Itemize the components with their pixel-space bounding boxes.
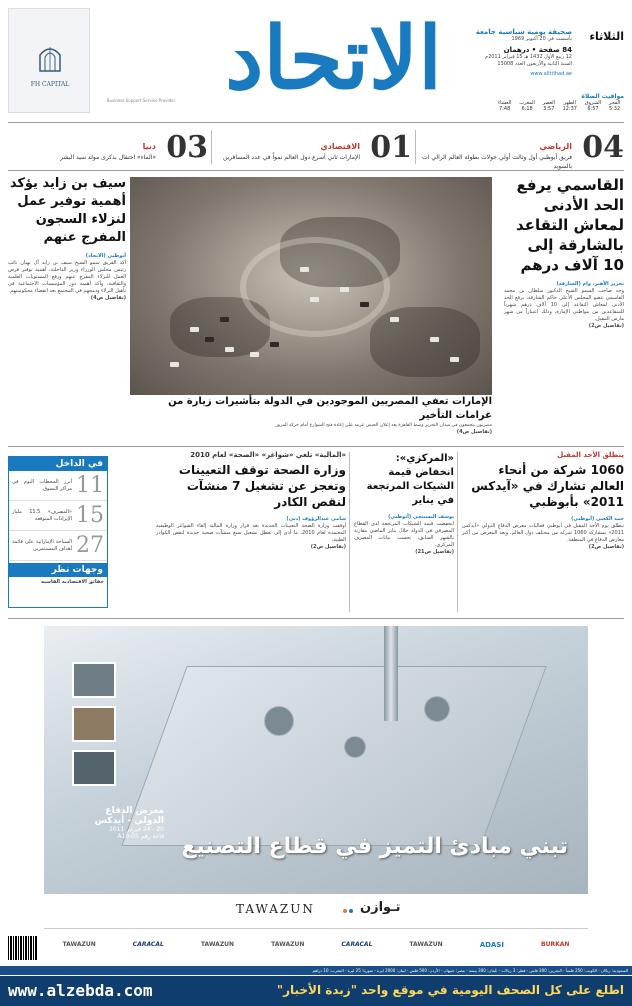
prayer-name: الفجر [608, 100, 621, 106]
inside-item[interactable] [9, 471, 107, 501]
car [360, 302, 369, 307]
ad-thumbnail [72, 662, 116, 698]
plate-hole [344, 736, 366, 758]
story-kicker: ينطلق الأحد المقبل [557, 451, 624, 459]
car [310, 297, 319, 302]
teaser-category: الاقتصادي [320, 142, 360, 151]
views-title: وجهات نظر [9, 563, 107, 577]
partner-logo: TAWAZUN [200, 941, 235, 948]
divider [8, 170, 624, 171]
prayer-time: 6:18 [521, 106, 533, 112]
car [340, 287, 349, 292]
divider [211, 130, 212, 164]
drill-spindle [384, 626, 398, 721]
banner-text: اطلع على كل الصحف اليومية في موقع واحد "زبدة الأخبار" [276, 983, 624, 997]
divider [457, 452, 458, 612]
expo-line1: معرض الدفاع [105, 806, 164, 816]
founded: تأسست في 20 أكتوبر 1969 [511, 36, 572, 42]
plate-hole [424, 696, 450, 722]
inside-page-number: 11 [76, 473, 104, 498]
teaser-number: 03 [166, 130, 208, 165]
story-body: تنطلق يوم الأحد المقبل في أبوظبي فعاليات معرض الدفاع الدولي «آيدكس 2011» بمشاركة 1060 شركة من مختلف دول العالم، ويعد المعرض من أكبر معارض الدفاع في المنطقة. [462, 523, 624, 543]
prayer-time: 5:32 [608, 106, 621, 112]
story-headline: القاسمي يرفع الحد الأدنى لمعاش التقاعد بالشارقة إلى 10 آلاف درهم [516, 176, 624, 274]
car [270, 342, 279, 347]
caption-headline[interactable]: الإمارات تعفي المصريين الموجودين في الدولة بتأشيرات زيارة من غرامات التأخير [168, 396, 492, 421]
machined-plate [121, 666, 547, 846]
divider [349, 452, 350, 612]
story-more[interactable]: (تفاصيل ص21) [415, 549, 454, 555]
views-text[interactable]: حقائق الاقتصادية القاسية [40, 579, 104, 585]
car [170, 362, 179, 367]
partner-logo: TAWAZUN [62, 941, 96, 948]
story-health[interactable] [156, 452, 346, 612]
partner-logo: BURKAN [541, 941, 570, 948]
subtitle: صحيفة يومية سياسية جامعة [475, 28, 572, 36]
prayer-time: 6:57 [587, 106, 599, 112]
teaser-item[interactable] [216, 126, 412, 168]
ad-thumbnail [72, 706, 116, 742]
caption-text: مصريون يتجمعون في ميدان التحرير وسط القاهرة بعد إعلان الجيش عزمه على إعادة فتح الشوارع أمام حركة المرور [275, 423, 492, 428]
plate-hole [264, 706, 294, 736]
prayer-name: المغرب [519, 100, 535, 106]
ad-brand-row[interactable] [44, 894, 588, 928]
teaser-number: 01 [370, 130, 412, 165]
partner-logos [44, 928, 588, 960]
inside-page-number: 27 [76, 533, 104, 558]
story-dateline: أبوظبي (الاتحاد) [85, 253, 126, 259]
story-dateline: يوسف البستنجي (أبوظبي) [388, 514, 454, 520]
story-body: أوقفت وزارة الصحة التعيينات الجديدة بعد قرار وزارة المالية إلغاء الشواغر الوظيفية المعتمدة لعام 2010، ما أدى إلى تعطل تشغيل سبع منشآت صحية جديدة لنقص الكوادر الطبية. [156, 523, 346, 543]
crowd-area [370, 307, 480, 377]
story-central-bank[interactable] [354, 452, 454, 612]
teaser-category: دنيا [142, 142, 156, 151]
car [205, 337, 214, 342]
banner-url[interactable]: www.alzebda.com [8, 981, 153, 1000]
story-headline: وزارة الصحة توقف التعيينات وتعجز عن تشغيل 7 منشآت لنقص الكادر [178, 463, 346, 509]
story-more[interactable]: (تفاصيل ص2) [588, 544, 624, 550]
teaser-text: فريق أبوظبي أول وثالث أولي جولات بطولة العالم الرالي ات بالسويد [422, 154, 572, 170]
sponsor-tagline: Business Support Service Provider [106, 98, 176, 103]
partner-logo: TAWAZUN [271, 941, 305, 948]
car [430, 337, 439, 342]
story-body: انخفضت قيمة الشيكات المرتجعة لدى القطاع المصرفي في الدولة خلال يناير الماضي مقارنة بالشهر السابق، بحسب بيانات المصرف المركزي. [354, 521, 454, 548]
price-ticker: السعودية: ريالان - الكويت: 250 فلساً - البحرين: 300 فلس - قطر: 3 ريالات - عُمان: 300 بيسة - مصر: جنيهان - الأردن: 500 فلس - لبنان: 2000 ليرة - سوريا: 25 ليرة - المغرب: 10 دراهم [0, 966, 632, 975]
car [300, 267, 309, 272]
divider [8, 618, 624, 619]
teaser-item[interactable] [419, 126, 624, 168]
story-body: وجه صاحب السمو الشيخ الدكتور سلطان بن محمد القاسمي عضو المجلس الأعلى حاكم الشارقة، برفع الحد الأدنى لمعاش التقاعد إلى 10 آلاف درهم شهرياً للمتقاعدين من مواطني الإمارة، وذلك اعتباراً من شهر مارس المقبل. [504, 288, 625, 322]
prayer-title: مواقيت الصلاة [581, 93, 624, 100]
car [225, 347, 234, 352]
divider [8, 446, 624, 447]
photo-caption [130, 395, 492, 436]
prayer-name: العشاء [497, 100, 512, 106]
teaser-item[interactable] [8, 126, 208, 168]
story-dateline: سامي عبدالرؤوف (دبي) [286, 516, 346, 522]
teaser-strip [8, 126, 624, 168]
partner-logo: TAWAZUN [409, 941, 443, 948]
ad-thumbnail [72, 750, 116, 786]
prayer-time: 12:37 [562, 106, 577, 112]
barcode [8, 936, 38, 960]
inside-item[interactable] [9, 501, 107, 531]
divider [415, 130, 416, 164]
website[interactable]: www.alittihad.ae [530, 71, 572, 77]
divider [8, 122, 624, 123]
inside-item-text: أبرز المحطات اليوم في مراكز التسوق [12, 478, 72, 492]
zebda-banner[interactable] [0, 976, 632, 1006]
partner-logo: CARACAL [341, 941, 373, 948]
partner-logo: CARACAL [132, 941, 164, 948]
inside-item-text: السياحة الإماراتية على قائمة أهداف المستثمرين [12, 538, 72, 552]
teaser-number: 04 [582, 130, 624, 165]
masthead [0, 0, 632, 120]
teaser-category: الرياضي [539, 142, 572, 151]
expo-line2: الدولي - أيدكس [94, 816, 164, 826]
ad-headline: تبني مبادئ التميز في قطاع التصنيع [181, 834, 568, 859]
masthead-logo[interactable]: الاتحاد [225, 8, 442, 109]
expo-booth: قاعة رقم 05-A10 [117, 833, 164, 840]
expo-dates: 20 - 24 فبراير 2011 [109, 826, 164, 833]
story-headline: «المركزي»: انخفاض قيمة الشيكات المرتجعة في يناير [366, 453, 454, 506]
inside-box [8, 456, 108, 608]
teaser-text: «الماء» احتفال بذكرى مولد سيد البشر [60, 154, 156, 161]
story-dateline: تحرير الأهبر، وام (الشارقة) [556, 281, 624, 287]
car [450, 357, 459, 362]
sponsor-box[interactable] [8, 8, 90, 113]
story-more[interactable]: (تفاصيل ص2) [588, 323, 624, 329]
lead-photo[interactable] [130, 177, 492, 395]
fh-capital-logo-icon [37, 43, 63, 73]
teaser-text: الإمارات ثاني أسرع دول العالم نمواً في عدد المسافرين [222, 154, 360, 161]
story-kicker: «المالية» تلغي «شواغر» «الصحة» لعام 2010 [190, 451, 346, 459]
roundabout [240, 237, 390, 337]
story-idex[interactable] [462, 452, 624, 612]
tawazun-advert[interactable] [44, 626, 588, 894]
story-dateline: حمد الكعبي (أبوظبي) [571, 516, 624, 522]
car [390, 317, 399, 322]
pages-price: 84 صفحة • درهمان [503, 46, 572, 54]
prayer-name: الشروق [584, 100, 602, 106]
car [190, 327, 199, 332]
prayer-name: الظهر [563, 100, 576, 106]
story-headline: سيف بن زايد يؤكد أهمية توفير عمل لنزلاء السجون المفرج عنهم [9, 176, 126, 245]
inside-item[interactable] [9, 531, 107, 561]
prayer-time: 7:48 [499, 106, 511, 112]
story-body: أكد الفريق سمو الشيخ سيف بن زايد آل نهيان نائب رئيس مجلس الوزراء وزير الداخلية، أهمية توفير فرص العمل للنزلاء المفرج عنهم ورفع المستويات العلمية والثقافية، وأكد أهمية دور المؤسسات الاجتماعية في تأهيل النزلاء ودمجهم في المجتمع بعد انقضاء محكوميتهم. [8, 260, 126, 294]
lead-story-left[interactable] [8, 175, 126, 440]
day-label: الثلاثاء [589, 30, 624, 43]
partner-logo: ADASI [479, 940, 504, 949]
story-headline: 1060 شركة من أنحاء العالم تشارك في «آيدكس 2011» بأبوظبي [471, 463, 624, 509]
inside-page-number: 15 [76, 503, 104, 528]
prayer-time: 3:57 [543, 106, 555, 112]
inside-item-text: «المصرف» 11.5 مليار الإيرادات المتوقعة [12, 508, 72, 522]
story-more[interactable]: (تفاصيل ص4) [90, 295, 126, 301]
car [220, 317, 229, 322]
brand-ar: تـوازن [360, 900, 401, 915]
lead-story-right[interactable] [504, 175, 624, 440]
car [250, 352, 259, 357]
inside-title: في الداخل [9, 457, 107, 471]
prayer-name: العصر [542, 100, 555, 106]
issue-line: السنة الثانية والأربعون العدد 13008 [497, 61, 572, 67]
prayer-times [494, 93, 624, 112]
sponsor-name: FH CAPITAL [30, 81, 70, 88]
story-more[interactable]: (تفاصيل ص2) [310, 544, 346, 550]
tawazun-logo-icon [341, 905, 355, 917]
caption-more[interactable]: (تفاصيل ص4) [456, 429, 492, 435]
date-line: 12 ربيع الأول 1432 هـ 15 فبراير 2011م [484, 54, 572, 60]
brand-en: TAWAZUN [236, 902, 315, 916]
masthead-info [452, 28, 572, 78]
